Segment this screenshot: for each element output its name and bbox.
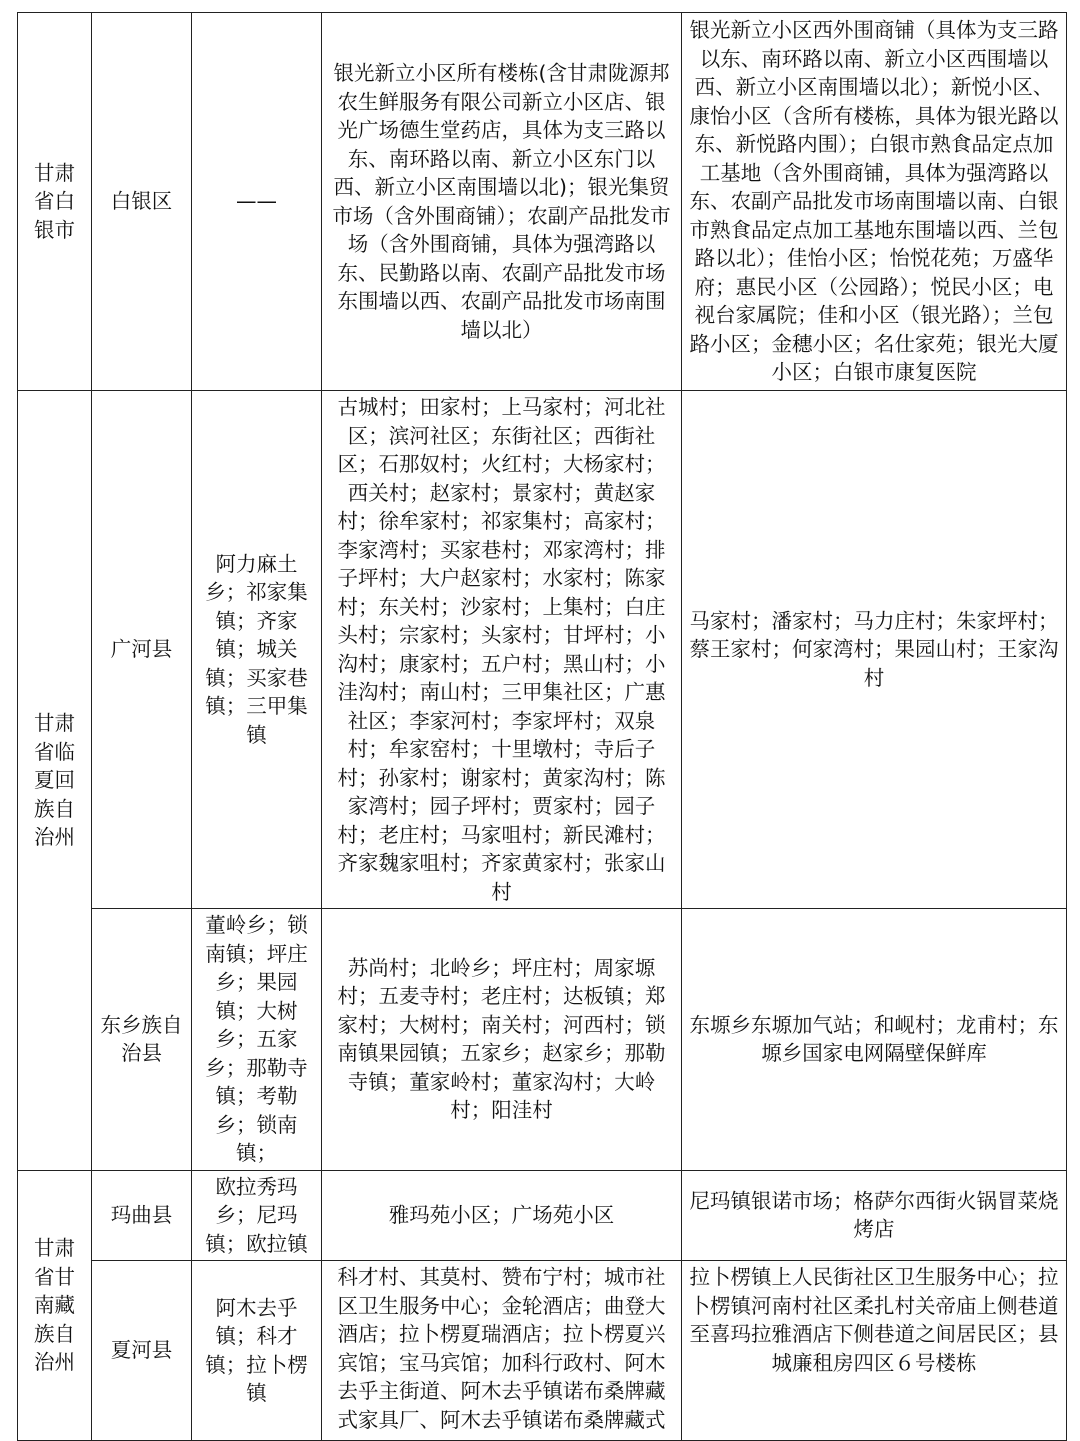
medium-risk-cell: 马家村；潘家村；马力庄村；朱家坪村；蔡王家村；何家湾村；果园山村；王家沟村 xyxy=(682,391,1067,909)
high-risk-cell: 雅玛苑小区；广场苑小区 xyxy=(322,1170,682,1261)
risk-area-table xyxy=(17,12,1067,1441)
high-risk-cell: 科才村、其莫村、赞布宁村；城市社区卫生服务中心；金轮酒店；曲登大酒店；拉卜楞夏瑞酒店；拉卜楞夏兴宾馆；宝马宾馆；加科行政村、阿木去乎主街道、阿木去乎镇诺布桑牌藏式家具厂、阿木去乎镇诺布桑牌藏式 xyxy=(322,1261,682,1441)
county-cell: 白银区 xyxy=(92,13,192,391)
table-row xyxy=(18,909,1067,1171)
table-row xyxy=(18,1261,1067,1441)
towns-cell: 董岭乡；锁南镇；坪庄乡；果园镇；大树乡；五家乡；那勒寺镇；考勒乡；锁南镇； xyxy=(192,909,322,1171)
medium-risk-cell: 东塬乡东塬加气站；和岘村；龙甫村；东塬乡国家电网隔壁保鲜库 xyxy=(682,909,1067,1171)
province-cell: 甘肃省白银市 xyxy=(18,13,92,391)
medium-risk-cell: 银光新立小区西外围商铺（具体为支三路以东、南环路以南、新立小区西围墙以西、新立小区南围墙以北）；新悦小区、康怡小区（含所有楼栋，具体为银光路以东、新悦路内围）；白银市熟食品定点加工基地（含外围商铺，具体为强湾路以东、农副产品批发市场南围墙以南、白银市熟食品定点加工基地东围墙以西、兰包路以北）；佳怡小区；怡悦花苑；万盛华府；惠民小区（公园路）；悦民小区；电视台家属院；佳和小区（银光路）；兰包路小区；金穗小区；名仕家苑；银光大厦小区；白银市康复医院 xyxy=(682,13,1067,391)
high-risk-cell: 古城村；田家村；上马家村；河北社区；滨河社区；东街社区；西街社区；石那奴村；火红村；大杨家村；西关村；赵家村；景家村；黄赵家村；徐牟家村；祁家集村；高家村；李家湾村；买家巷村；邓家湾村；排子坪村；大户赵家村；水家村；陈家村；东关村；沙家村；上集村；白庄头村；宗家村；头家村；甘坪村；小沟村；康家村；五户村；黑山村；小洼沟村；南山村；三甲集社区；广惠社区；李家河村；李家坪村；双泉村；牟家窑村；十里墩村；寺后子村；孙家村；谢家村；黄家沟村；陈家湾村；园子坪村；贾家村；园子村；老庄村；马家咀村；新民滩村；齐家魏家咀村；齐家黄家村；张家山村 xyxy=(322,391,682,909)
medium-risk-cell: 拉卜楞镇上人民街社区卫生服务中心；拉卜楞镇河南村社区柔扎村关帝庙上侧巷道至喜玛拉雅酒店下侧巷道之间居民区；县城廉租房四区６号楼栋 xyxy=(682,1261,1067,1441)
medium-risk-cell: 尼玛镇银诺市场；格萨尔西街火锅冒菜烧烤店 xyxy=(682,1170,1067,1261)
high-risk-cell: 苏尚村；北岭乡；坪庄村；周家塬村；五麦寺村；老庄村；达板镇；郑家村；大树村；南关村；河西村；锁南镇果园镇；五家乡；赵家乡；那勒寺镇；董家岭村；董家沟村；大岭村；阳洼村 xyxy=(322,909,682,1171)
county-cell: 夏河县 xyxy=(92,1261,192,1441)
county-cell: 玛曲县 xyxy=(92,1170,192,1261)
table-row xyxy=(18,391,1067,909)
towns-cell: 欧拉秀玛乡；尼玛镇；欧拉镇 xyxy=(192,1170,322,1261)
table-row xyxy=(18,13,1067,391)
table-row xyxy=(18,1170,1067,1261)
province-cell: 甘肃省甘南藏族自治州 xyxy=(18,1170,92,1441)
towns-cell: 阿木去乎镇；科才镇；拉卜楞镇 xyxy=(192,1261,322,1441)
towns-cell: —— xyxy=(192,13,322,391)
county-cell: 广河县 xyxy=(92,391,192,909)
county-cell: 东乡族自治县 xyxy=(92,909,192,1171)
towns-cell: 阿力麻土乡；祁家集镇；齐家镇；城关镇；买家巷镇；三甲集镇 xyxy=(192,391,322,909)
province-cell: 甘肃省临夏回族自治州 xyxy=(18,391,92,1171)
high-risk-cell: 银光新立小区所有楼栋(含甘肃陇源邦农生鲜服务有限公司新立小区店、银光广场德生堂药店，具体为支三路以东、南环路以南、新立小区东门以西、新立小区南围墙以北)；银光集贸市场（含外围商铺）；农副产品批发市场（含外围商铺，具体为强湾路以东、民勤路以南、农副产品批发市场东围墙以西、农副产品批发市场南围墙以北） xyxy=(322,13,682,391)
